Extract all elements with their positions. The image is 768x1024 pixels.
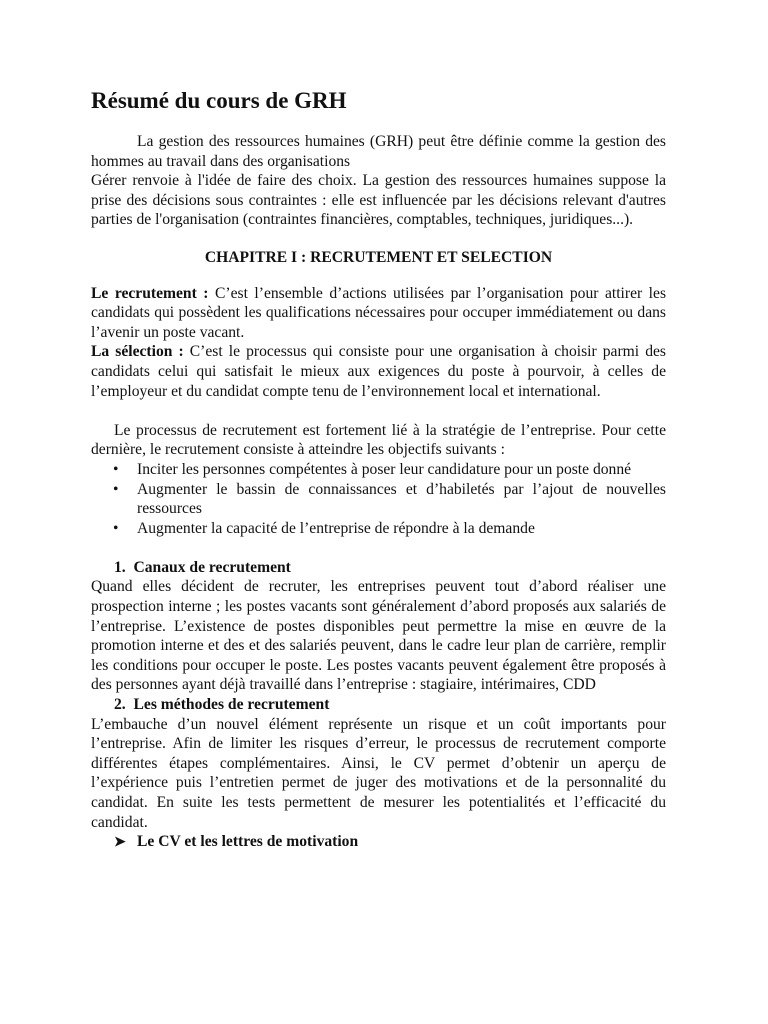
bullet-icon: •: [113, 519, 119, 537]
process-intro-paragraph: Le processus de recrutement est fortement lié à la stratégie de l’entreprise. Pour cette dernière, le recrutement consiste à atteindre les objectifs suivants :: [91, 421, 666, 459]
intro-paragraph-2: Gérer renvoie à l'idée de faire des choix. La gestion des ressources humaines suppose la prise des décisions sous contraintes : elle est influencée par les décisions relevant d'autres parties de l'organisation (contraintes financières, comptables, techniques, juridiques...).: [91, 172, 666, 229]
definition-recrutement-text: C’est l’ensemble d’actions utilisées par l’organisation pour attirer les candidats qui possèdent les qualifications nécessaires pour occuper immédiatement ou dans l’avenir un poste vacant.: [91, 284, 667, 341]
section-1-number: 1.: [114, 558, 126, 576]
section-1-title: Canaux de recrutement: [133, 558, 291, 576]
chapter-title: CHAPITRE I : RECRUTEMENT ET SELECTION: [204, 248, 553, 266]
definition-recrutement: [91, 284, 666, 343]
section-1-text: Quand elles décident de recruter, les entreprises peuvent tout d’abord réaliser une prospection interne ; les postes vacants sont généralement d’abord proposés aux salariés de l’entreprise. L’existence de postes disponibles peut permettre la mise en œuvre de la promotion interne et des et des salariés peuvent, dans le cadre leur plan de carrière, remplir les conditions pour occuper le poste. Les postes vacants peuvent également être proposés à des personnes ayant déjà travaillé dans l’entreprise : stagiaire, intérimaires, CDD: [91, 578, 666, 694]
spacer: [91, 538, 666, 558]
section-2-heading: [91, 695, 666, 715]
list-item-text: Inciter les personnes compétentes à poser leur candidature pour un poste donné: [137, 460, 632, 478]
arrow-bullet-icon: ➤: [114, 835, 126, 851]
subsection-title: Le CV et les lettres de motivation: [137, 833, 359, 851]
list-item: [91, 519, 666, 539]
section-2-title: Les méthodes de recrutement: [133, 696, 330, 714]
spacer: [91, 401, 666, 421]
subsection-heading: [91, 832, 666, 853]
section-1-heading: [91, 558, 666, 578]
document-title: Résumé du cours de GRH: [91, 88, 347, 113]
definition-selection-text: C’est le processus qui consiste pour une organisation à choisir parmi des candidats celui qui satisfait le mieux aux exigences du poste à pourvoir, à celles de l’employeur et du candidat compte tenu de l’environnement local et international.: [91, 343, 666, 400]
bullet-icon: •: [113, 460, 119, 478]
objectives-list: [91, 460, 666, 538]
definition-selection-term: La sélection :: [91, 343, 184, 361]
bullet-icon: •: [113, 480, 119, 498]
list-item-text: Augmenter la capacité de l’entreprise de répondre à la demande: [137, 519, 535, 537]
list-item: [91, 460, 666, 480]
definition-recrutement-term: Le recrutement :: [91, 284, 209, 302]
section-2-text: L’embauche d’un nouvel élément représente un risque et un coût importants pour l’entreprise. Afin de limiter les risques d’erreur, le processus de recrutement comporte différentes étapes complémentaires. Ainsi, le CV permet d’obtenir un aperçu de l’expérience puis l’entretien permet de juger des motivations et de la personnalité du candidat. En suite les tests permettent de mesurer les potentialités et l’efficacité du candidat.: [91, 715, 666, 831]
list-item-text: Augmenter le bassin de connaissances et d’habiletés par l’ajout de nouvelles ressources: [137, 480, 666, 518]
section-2-number: 2.: [114, 696, 126, 714]
definition-selection: [91, 342, 666, 401]
intro-paragraph-1: La gestion des ressources humaines (GRH) peut être définie comme la gestion des hommes au travail dans des organisations: [91, 133, 666, 170]
document-page: [91, 86, 666, 853]
list-item: [91, 480, 666, 519]
